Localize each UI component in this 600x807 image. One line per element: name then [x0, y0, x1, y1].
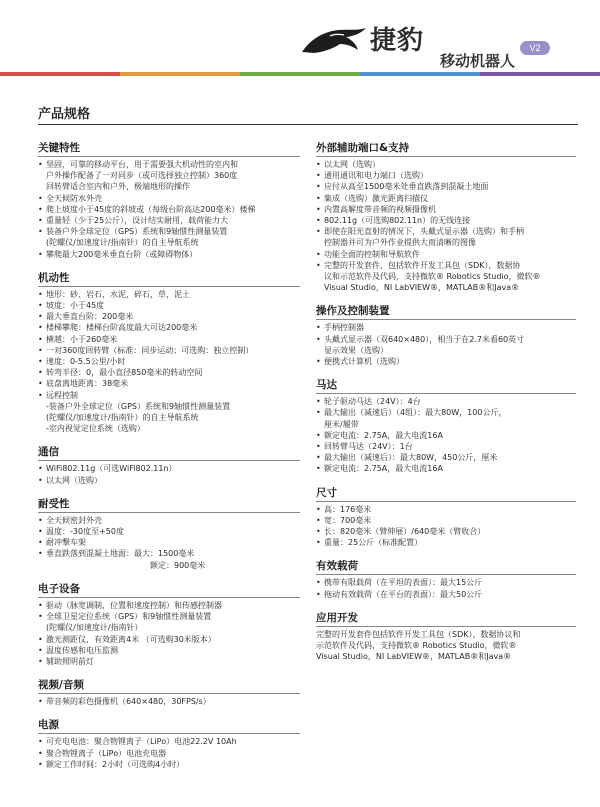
spec-item: • 802.11g（可选购802.11n）的无线连接: [316, 215, 576, 226]
spec-list: [38, 159, 300, 260]
spec-section: [316, 303, 576, 367]
spec-section: [38, 140, 300, 260]
spec-item: • 转弯半径：0，最小直径850毫米的转动空间: [38, 367, 300, 378]
spec-item: • 全球卫星定位系统（GPS）和9轴惯性测量装置: [38, 611, 300, 622]
section-paragraph-line: 示范软件及代码，支持微软® Robotics Studio，微软®: [316, 641, 517, 651]
spec-item: • 轮子驱动马达（24V）：4台: [316, 396, 576, 407]
spec-item: • 一对360度回转臂（标准：同步运动；可选购：独立控制）: [38, 345, 300, 356]
spec-section: [38, 270, 300, 435]
section-title: 电源: [38, 717, 300, 734]
spec-item: • 带音频的彩色摄像机（640×480，30FPS/s）: [38, 696, 300, 707]
spec-list: [38, 736, 300, 770]
spec-item: • 全天候密封外壳: [38, 515, 300, 526]
spec-item: • 坚固，可靠的移动平台，用于需要强大机动性的室内和: [38, 159, 300, 170]
spec-item: • WiFi802.11g（可选WiFi802.11n）: [38, 463, 300, 474]
spec-item: • 功能全面的控制和导航软件: [316, 249, 576, 260]
spec-item: • 集成（选购）激光距离扫描仪: [316, 193, 576, 204]
spec-item: • 应付从高至1500毫米处垂直跌落到混凝土地面: [316, 181, 576, 192]
spec-item: • 爬上坡度小于45度的斜坡或（每级台阶高达200毫米）楼梯: [38, 204, 300, 215]
section-title: 耐受性: [38, 496, 300, 513]
spec-section: [316, 377, 576, 474]
spec-section: [316, 558, 576, 599]
header-stripe: [0, 72, 120, 76]
section-title: 外部辅助端口&支持: [316, 140, 576, 157]
right-column: [316, 140, 576, 673]
spec-item: 户外操作配备了一对同步（或可选择独立控制）360度: [46, 171, 238, 181]
spec-item: 控制器并可为户外作业提供大而清晰的图像: [324, 238, 476, 248]
header-stripe: [360, 72, 480, 76]
spec-item: • 远程控制: [38, 390, 300, 401]
spec-item: • 拖动有效载荷（在平台的表面）：最大50公斤: [316, 589, 576, 600]
spec-item: • 横越：小于260毫米: [38, 334, 300, 345]
spec-section: [316, 485, 576, 549]
section-paragraph-line: Visual Studio，NI LabVIEW®，MATLAB®和Java®: [316, 652, 512, 662]
spec-item: -室内视觉定位系统（选购）: [46, 424, 145, 434]
spec-item: 厘米/履带: [324, 419, 359, 429]
spec-item: • 速度：0-5.5公里/小时: [38, 356, 300, 367]
spec-item: • 通用通讯和电力端口（选购）: [316, 170, 576, 181]
section-title: 通信: [38, 444, 300, 461]
spec-item: • 最大输出（减速后）（4组）：最大80W，100公斤，: [316, 407, 576, 418]
spec-section: [38, 496, 300, 571]
jaguar-logo-icon: [300, 22, 368, 58]
spec-item: -装备户外全球定位（GPS）系统和9轴惯性测量装置: [46, 401, 231, 411]
spec-list: [38, 600, 300, 667]
spec-item: (陀螺仪/加速度计/指南针）的自主导航系统: [46, 238, 199, 248]
section-title: 机动性: [38, 270, 300, 287]
spec-section: [38, 581, 300, 667]
spec-item: • 地形：砂、岩石，水泥，碎石，草，泥土: [38, 289, 300, 300]
spec-section: [38, 717, 300, 770]
spec-list: [316, 577, 576, 599]
page-title: 产品规格: [38, 103, 578, 125]
spec-item: • 重量轻（少于25公斤），设计结实耐用，载荷能力大: [38, 215, 300, 226]
spec-item: 回转臂适合室内和户外，极端地形的操作: [46, 182, 190, 192]
spec-item: • 底盘离地距离：38毫米: [38, 378, 300, 389]
spec-item: • 激光测距仪，有效距离4米 （可选购30米版本）: [38, 634, 300, 645]
spec-item: • 长：820毫米（臂伸展）/640毫米（臂收合）: [316, 526, 576, 537]
spec-section: [38, 677, 300, 707]
spec-item: • 额定电流：2.75A，最大电流16A: [316, 430, 576, 441]
spec-item: • 攀爬最大200毫米垂直台阶（或障碍物体）: [38, 249, 300, 260]
section-title: 操作及控制装置: [316, 303, 576, 320]
section-title: 应用开发: [316, 610, 576, 627]
spec-item: 议和示范软件及代码，支持微软® Robotics Studio，微软®: [324, 272, 541, 282]
spec-list: [38, 696, 300, 707]
spec-item: • 携带有限载荷（在平坦的表面）：最大15公斤: [316, 577, 576, 588]
spec-list: [38, 515, 300, 571]
spec-item: • 宽：700毫米: [316, 515, 576, 526]
spec-item: • 额定电流：2.75A，最大电流16A: [316, 463, 576, 474]
section-title: 视频/音频: [38, 677, 300, 694]
spec-list: [38, 289, 300, 435]
spec-item: Visual Studio，NI LabVIEW®，MATLAB®和Java®: [324, 283, 520, 293]
spec-item: • 内置高解度带音频的视频摄像机: [316, 204, 576, 215]
spec-item: • 回转臂马达（24V）：1台: [316, 441, 576, 452]
spec-section: [316, 140, 576, 293]
spec-list: [316, 159, 576, 293]
spec-item: • 楼梯攀爬：楼梯台阶高度最大可达200毫米: [38, 322, 300, 333]
spec-item: • 以太网（选购）: [38, 475, 300, 486]
spec-item: • 高：176毫米: [316, 504, 576, 515]
section-title: 电子设备: [38, 581, 300, 598]
spec-section: [316, 610, 576, 663]
spec-item: (陀螺仪/加速度计/指南针）: [46, 623, 143, 633]
version-badge: V2: [520, 41, 550, 55]
spec-list: [38, 463, 300, 485]
spec-item: • 装备户外全球定位（GPS）系统和9轴惯性测量装置: [38, 226, 300, 237]
spec-item: • 完整的开发套件，包括软件开发工具包（SDK），数据协: [316, 260, 576, 271]
section-title: 有效载荷: [316, 558, 576, 575]
left-column: [38, 140, 300, 780]
spec-item: • 重量：25公斤（标准配置）: [316, 537, 576, 548]
spec-list: [316, 322, 576, 367]
spec-item: • 手柄控制器: [316, 322, 576, 333]
header-stripe: [480, 72, 600, 76]
spec-item: • 以太网（选购）: [316, 159, 576, 170]
brand-name: 捷豹: [370, 26, 425, 56]
section-title: 马达: [316, 377, 576, 394]
spec-item: 额定：900毫米: [150, 560, 206, 570]
spec-item: • 聚合物锂离子（LiPo）电池充电器: [38, 748, 300, 759]
spec-list: [316, 504, 576, 549]
spec-item: • 温度传感和电压监测: [38, 645, 300, 656]
spec-item: • 最大垂直台阶：200毫米: [38, 311, 300, 322]
spec-item: • 温度：-30度至+50度: [38, 526, 300, 537]
page-header: [0, 0, 600, 80]
spec-item: • 垂直跌落到混凝土地面：最大：1500毫米: [38, 548, 300, 559]
spec-item: • 辅助照明前灯: [38, 656, 300, 667]
header-stripe: [240, 72, 360, 76]
spec-item: • 头戴式显示器（双640×480），相当于在2.7米看60英寸: [316, 334, 576, 345]
spec-item: • 额定工作时间：2小时（可选购4小时）: [38, 759, 300, 770]
spec-list: [316, 396, 576, 474]
spec-item: • 耐冲撃车架: [38, 537, 300, 548]
spec-item: • 即使在阳光直射的情况下，头戴式显示器（选购）和手柄: [316, 226, 576, 237]
section-title: 关键特性: [38, 140, 300, 157]
spec-item: • 便携式计算机（选购）: [316, 356, 576, 367]
section-paragraph-line: 完整的开发套件包括软件开发工具包（SDK），数据协议和: [316, 629, 521, 639]
spec-item: • 坡度：小于45度: [38, 300, 300, 311]
spec-item: (陀螺仪/加速度计/指南针）的自主导航系统: [46, 413, 199, 423]
spec-section: [38, 444, 300, 485]
spec-item: • 可充电电池：聚合物锂离子（LiPo）电池22.2V 10Ah: [38, 736, 300, 747]
section-title: 尺寸: [316, 485, 576, 502]
spec-item: • 全天候防水外壳: [38, 193, 300, 204]
spec-item: • 最大输出（减速后）：最大80W，450公斤，厘米: [316, 452, 576, 463]
brand-subtitle: 移动机器人: [440, 52, 516, 70]
spec-item: 显示效果（选购）: [324, 345, 388, 355]
spec-item: • 驱动（脉宽调制，位置和速度控制）和传感控制器: [38, 600, 300, 611]
header-stripe: [120, 72, 240, 76]
